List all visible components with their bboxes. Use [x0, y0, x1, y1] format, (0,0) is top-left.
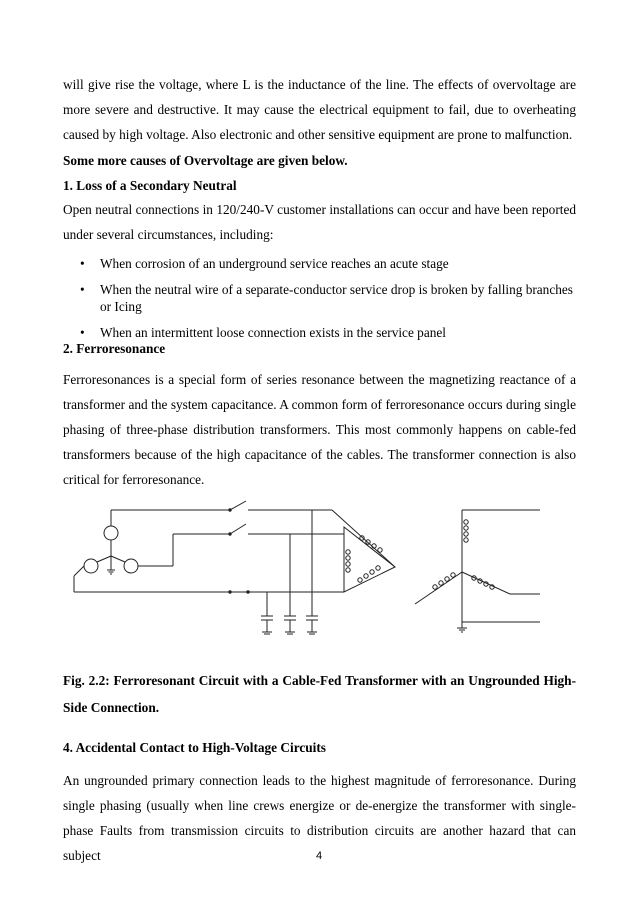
bullet-list-circumstances — [80, 255, 580, 341]
page-number: 4 — [315, 850, 323, 862]
feeder-lines — [74, 501, 395, 593]
bullet-icon: • — [80, 325, 85, 340]
bullet-icon: • — [80, 282, 85, 297]
wye-secondary-winding — [415, 510, 540, 632]
list-item-text: When an intermittent loose connection exists in the service panel — [100, 325, 446, 340]
heading-more-causes: Some more causes of Overvoltage are given below. — [63, 153, 348, 168]
figure-caption: Fig. 2.2: Ferroresonant Circuit with a Cable-Fed Transformer with an Ungrounded High-Side Connection. — [63, 673, 576, 715]
list-item — [80, 255, 580, 272]
bullet-icon: • — [80, 256, 85, 271]
list-item-text: When the neutral wire of a separate-conductor service drop is broken by falling branches or Icing — [100, 282, 573, 314]
heading-accidental-contact: 4. Accidental Contact to High-Voltage Circuits — [63, 740, 326, 755]
cable-capacitors — [261, 510, 318, 634]
heading-ferroresonance: 2. Ferroresonance — [63, 341, 166, 356]
source-generators — [74, 510, 173, 592]
heading-loss-secondary-neutral: 1. Loss of a Secondary Neutral — [63, 178, 237, 193]
paragraph-ferroresonance: Ferroresonances is a special form of series resonance between the magnetizing reactance of a transformer and the system capacitance. A common form of ferroresonance occurs during single phasing of three-phase distribution transformers. This most commonly happens on cable-fed transformers because of the high capacitance of the cables. The transformer connection is also critical for ferroresonance. — [63, 372, 576, 487]
paragraph-open-neutral: Open neutral connections in 120/240-V customer installations can occur and have been reported under several circumstances, including: — [63, 202, 576, 242]
ferroresonant-circuit-diagram — [70, 494, 542, 644]
paragraph-overvoltage-effects: will give rise the voltage, where L is the inductance of the line. The effects of overvoltage are more severe and destructive. It may cause the electrical equipment to fail, due to overheating caused by high voltage. Also electronic and other sensitive equipment are prone to malfunction. — [63, 77, 576, 142]
paragraph-ungrounded-primary: An ungrounded primary connection leads to the highest magnitude of ferroresonance. During single phasing (usually when line crews energize or de-energize the transformer with single-phase Faults from transmission circuits to distribution circuits are another hazard that can subject — [63, 773, 576, 863]
list-item-text: When corrosion of an underground service reaches an acute stage — [100, 256, 449, 271]
list-item — [80, 281, 580, 315]
